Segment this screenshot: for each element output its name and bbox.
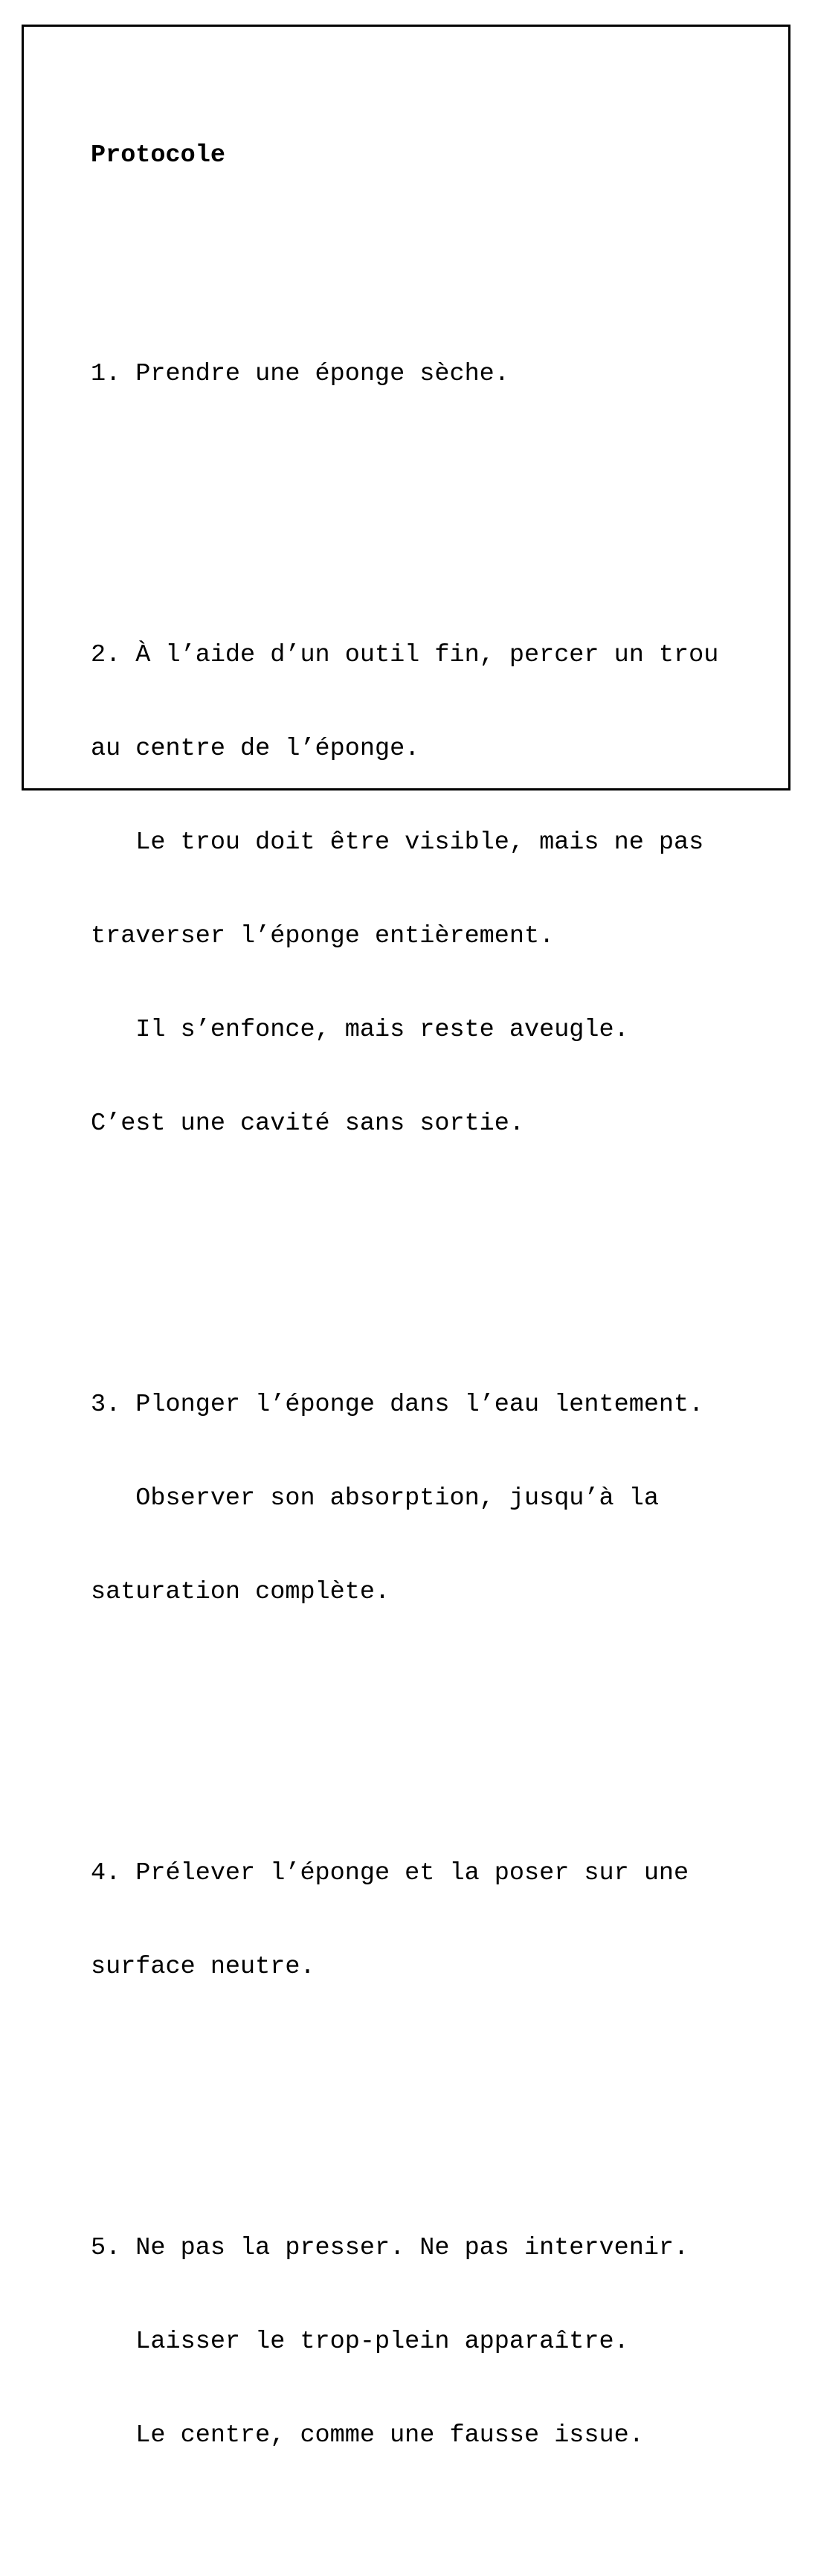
step-5 (91, 2170, 760, 2514)
step-line: 1. Prendre une éponge sèche. (91, 360, 509, 388)
step-line: au centre de l’éponge. (91, 735, 420, 763)
document-title: Protocole (91, 141, 225, 170)
step-line: traverser l’éponge entièrement. (91, 922, 555, 950)
step-line: 3. Plonger l’éponge dans l’eau lentement. (91, 1391, 704, 1419)
step-line: C’est une cavité sans sortie. (91, 1110, 524, 1138)
step-line: Il s’enfonce, mais reste aveugle. (91, 1016, 629, 1044)
step-line: Le trou doit être visible, mais ne pas (91, 828, 704, 857)
protocol-text (91, 77, 760, 2576)
document-frame (22, 25, 790, 2450)
step-line: 4. Prélever l’éponge et la poser sur une (91, 1859, 689, 1887)
step-line: Laisser le trop-plein apparaître. (91, 2328, 629, 2356)
step-4 (91, 1795, 760, 2045)
step-line: Observer son absorption, jusqu’à la (91, 1484, 659, 1513)
step-line: surface neutre. (91, 1953, 315, 1981)
step-line: saturation complète. (91, 1578, 390, 1606)
step-2 (91, 577, 760, 1202)
step-line: 5. Ne pas la presser. Ne pas intervenir. (91, 2234, 689, 2262)
step-3 (91, 1327, 760, 1670)
step-line: 2. À l’aide d’un outil fin, percer un trou (91, 641, 719, 669)
step-1 (91, 296, 760, 452)
step-line: Le centre, comme une fausse issue. (91, 2421, 644, 2450)
